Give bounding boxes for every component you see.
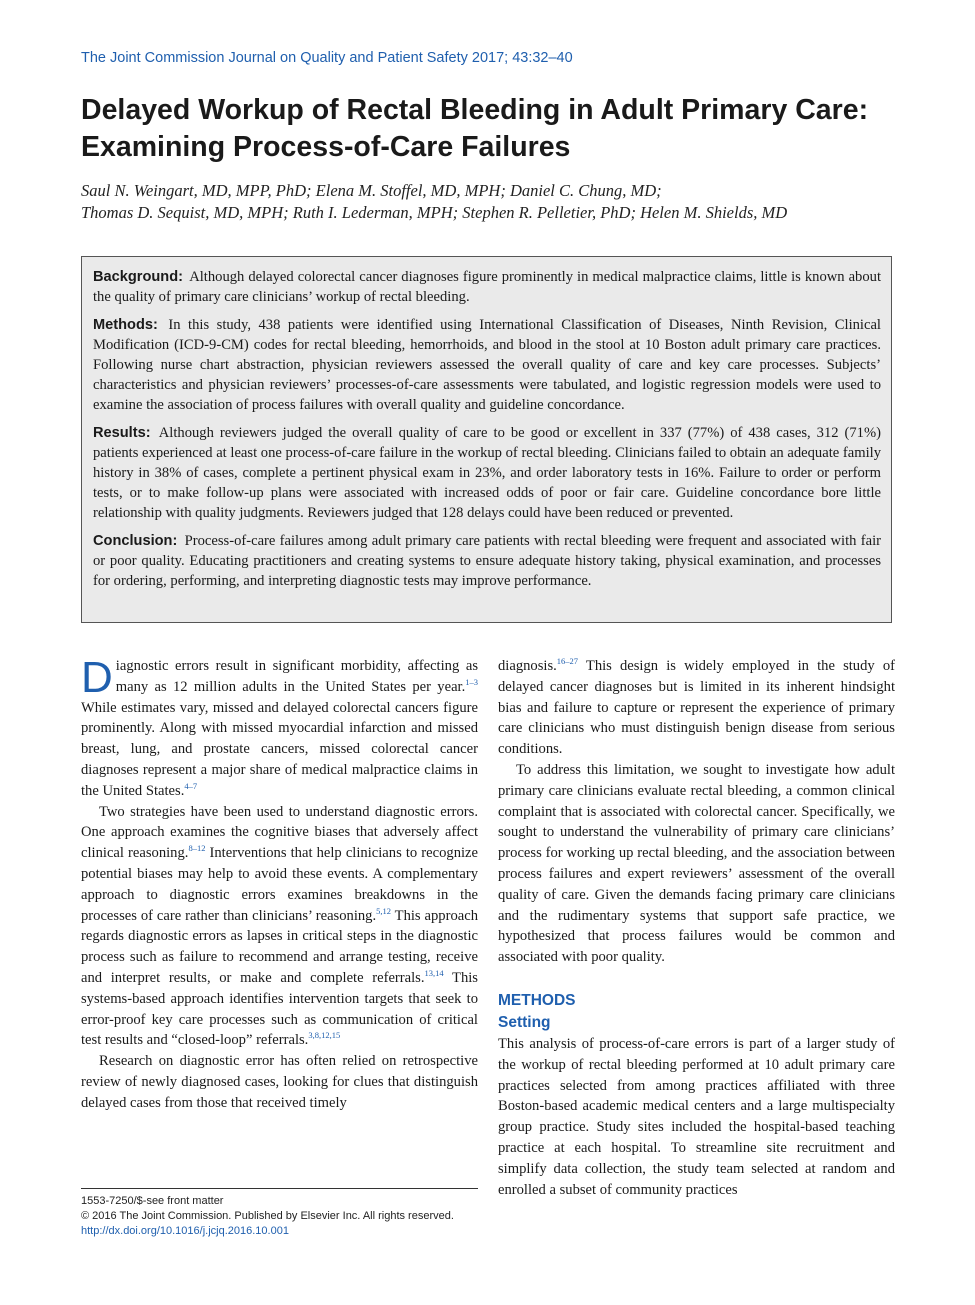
reference-link[interactable]: 8–12 [188, 843, 206, 854]
abstract-methods-heading: Methods: [93, 317, 158, 333]
reference-link[interactable]: 4–7 [184, 780, 198, 791]
subsection-heading-setting: Setting [498, 1013, 551, 1031]
article-title: Delayed Workup of Rectal Bleeding in Adult Primary Care: Examining Process-of-Care Failures [81, 94, 869, 163]
author-list [81, 180, 901, 224]
body-text: diagnosis. [498, 658, 557, 674]
body-text: This systems-based approach identifies intervention targets that seek to error-proof key care processes such as communication of critical test results and “closed-loop” referrals. [81, 969, 478, 1049]
author-line-2: Thomas D. Sequist, MD, MPH; Ruth I. Lederman, MPH; Stephen R. Pelletier, PhD; Helen M. Shields, MD [81, 203, 788, 222]
drop-cap: D [81, 653, 113, 702]
body-text: iagnostic errors result in significant morbidity, affecting as many as 12 million adults in the United States per year. [115, 658, 478, 695]
body-paragraph: Research on diagnostic error has often relied on retrospective review of newly diagnosed cases, looking for clues that distinguish delayed cases from those that received timely [81, 1053, 478, 1111]
reference-link[interactable]: 13,14 [424, 967, 444, 978]
abstract-background-text: Although delayed colorectal cancer diagnoses figure prominently in medical malpractice claims, little is known about the quality of primary care clinicians’ workup of rectal bleeding. [93, 269, 881, 305]
body-text: Interventions that help clinicians to recognize potential biases may help to avoid these events. A complementary approach to diagnostic errors examines breakdowns in the processes of care rather than clinicians’ reasoning. [81, 845, 478, 924]
body-text: Two strategies have been used to understand diagnostic errors. One approach examines the cognitive biases that adversely affect clinical reasoning. [81, 803, 478, 862]
body-text: While estimates vary, missed and delayed colorectal cancers figure prominently. Along with missed myocardial infarction and missed breast, lung, and prostate cancers, missed colorectal cancer diagnoses represent a major share of medical malpractice claims in the United States. [81, 699, 478, 799]
abstract-background [93, 267, 881, 307]
body-paragraph: This analysis of process-of-care errors is part of a larger study of the workup of rectal bleeding performed at 10 adult primary care practices selected from among practices affiliated with three Boston-based academic medical centers and a large multispecialty group practice. Study sites included the hospital-based teaching practice at each hospital. To streamline site recruitment and simplify data collection, the study team selected at random and enrolled a subset of community practices [498, 1035, 895, 1198]
abstract-results-heading: Results: [93, 425, 151, 441]
reference-link[interactable]: 16–27 [556, 656, 579, 666]
abstract-results [93, 423, 881, 523]
body-paragraph: To address this limitation, we sought to investigate how adult primary care clinicians evaluate rectal bleeding, a common clinical complaint that is associated with colorectal cancer. Specifically, we sought to understand the vulnerability of primary care clinicians’ process for working up rectal bleeding, and the association between process failures and expert reviewers’ assessment of the overall quality of care. Given the demands facing primary care clinicians and the rudimentary systems that support safe practice, we hypothesized that process failures would be common and associated with poor quality. [498, 761, 895, 966]
journal-citation: The Joint Commission Journal on Quality and Patient Safety 2017; 43:32–40 [81, 50, 573, 66]
reference-link[interactable]: 5,12 [376, 905, 391, 916]
page-footer [81, 1188, 478, 1239]
body-paragraph [81, 802, 478, 1052]
body-text: This approach regards diagnostic errors as lapses in critical steps in the diagnostic process such as failure to recommend and arrange testing, receive and interpret results, or make and complete referrals. [81, 907, 478, 986]
abstract-box [81, 256, 892, 623]
copyright-line: © 2016 The Joint Commission. Published by Elsevier Inc. All rights reserved. [81, 1210, 454, 1222]
section-heading-methods: METHODS [498, 991, 576, 1009]
body-paragraph [81, 653, 478, 802]
abstract-results-text: Although reviewers judged the overall quality of care to be good or excellent in 337 (77%) of 438 cases, 312 (71%) patients experienced at least one process-of-care failure in the workup of rectal bleeding. Clinicians failed to obtain an adequate family history in 38% of cases, complete a pertinent physical exam in 23%, and order laboratory tests in 16%. Failure to order or perform tests, or to make follow-up plans were associated with increased odds of poor or fair care. Guideline concordance bore little relationship with quality judgments. Reviewers judged that 128 delays could have been reduced or prevented. [93, 425, 881, 521]
reference-link[interactable]: 3,8,12,15 [308, 1030, 341, 1041]
abstract-methods [93, 315, 881, 415]
author-line-1: Saul N. Weingart, MD, MPP, PhD; Elena M. Stoffel, MD, MPH; Daniel C. Chung, MD; [81, 181, 662, 200]
body-column-left [81, 653, 478, 1114]
reference-link[interactable]: 1–3 [465, 676, 478, 687]
abstract-conclusion-text: Process-of-care failures among adult primary care patients with rectal bleeding were frequent and associated with fair or poor quality. Educating practitioners and creating systems to ensure adequate history taking, physical examination, and processes for ordering, performing, and interpreting diagnostic tests may improve performance. [93, 533, 881, 589]
body-text: This design is widely employed in the study of delayed cancer diagnoses but is limited in its inherent hindsight bias and failure to capture or represent the experience of primary care clinicians who must distinguish benign disease from serious conditions. [498, 658, 895, 758]
body-paragraph [498, 656, 895, 760]
doi-link[interactable]: http://dx.doi.org/10.1016/j.jcjq.2016.10.001 [81, 1225, 289, 1237]
issn-line: 1553-7250/$-see front matter [81, 1195, 224, 1207]
body-column-right [498, 656, 895, 1200]
abstract-background-heading: Background: [93, 269, 183, 285]
abstract-conclusion [93, 531, 881, 591]
abstract-methods-text: In this study, 438 patients were identified using International Classification of Diseases, Ninth Revision, Clinical Modification (ICD-9-CM) codes for rectal bleeding, hemorrhoids, and blood in the stool at 10 Boston adult primary care practices. Following nurse chart abstraction, physician reviewers assessed the overall quality of care and key care processes. Subjects’ characteristics and physician reviewers’ processes-of-care assessments were tabulated, and logistic regression models were used to examine the association of process failures with overall quality and guideline concordance. [93, 317, 881, 413]
abstract-conclusion-heading: Conclusion: [93, 533, 178, 549]
